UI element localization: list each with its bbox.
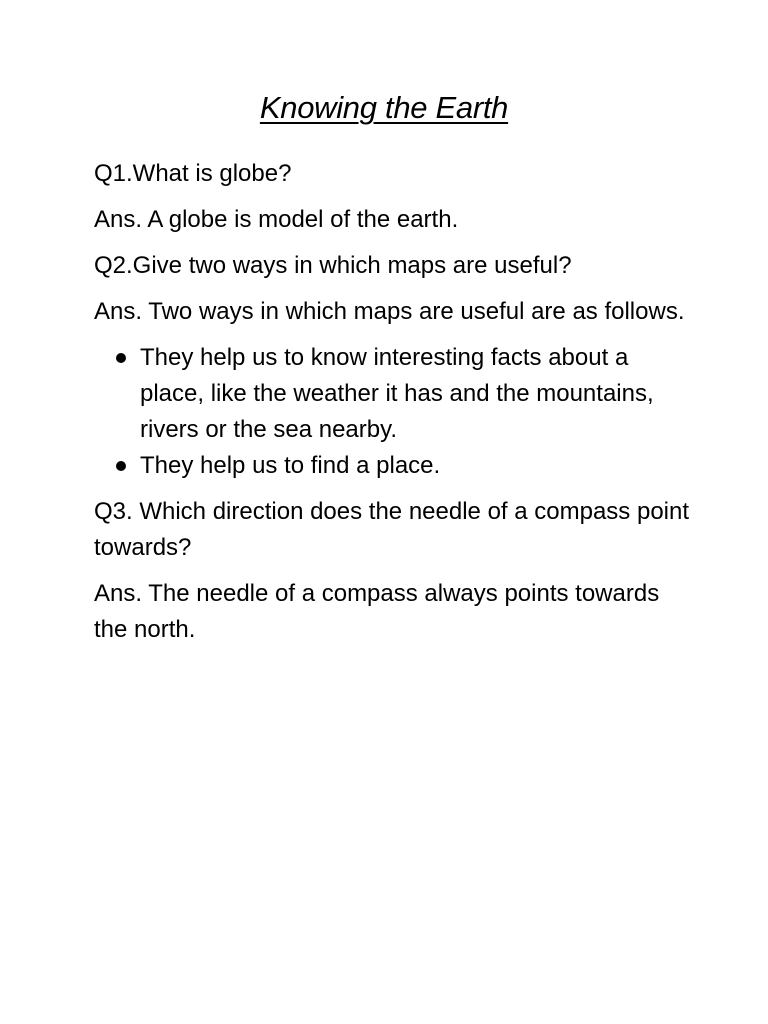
document-body (94, 156, 694, 658)
bullet-text: They help us to find a place. (140, 452, 441, 479)
list-item (94, 448, 694, 484)
question-2: Q2.Give two ways in which maps are useful? (94, 252, 572, 279)
document-title: Knowing the Earth (259, 90, 509, 125)
answer-2: Ans. Two ways in which maps are useful are as follows. (94, 298, 685, 325)
question-1: Q1.What is globe? (94, 160, 292, 187)
answer-1: Ans. A globe is model of the earth. (94, 206, 459, 233)
bullet-dot-icon (116, 461, 126, 471)
list-item (94, 340, 694, 448)
answer-3: Ans. The needle of a compass always points towards the north. (94, 580, 660, 643)
bullet-text: They help us to know interesting facts about a place, like the weather it has and the mountains, rivers or the sea nearby. (140, 344, 654, 443)
question-3: Q3. Which direction does the needle of a compass point towards? (94, 498, 690, 561)
answer-2-bullet-list (94, 340, 694, 484)
bullet-dot-icon (116, 353, 126, 363)
